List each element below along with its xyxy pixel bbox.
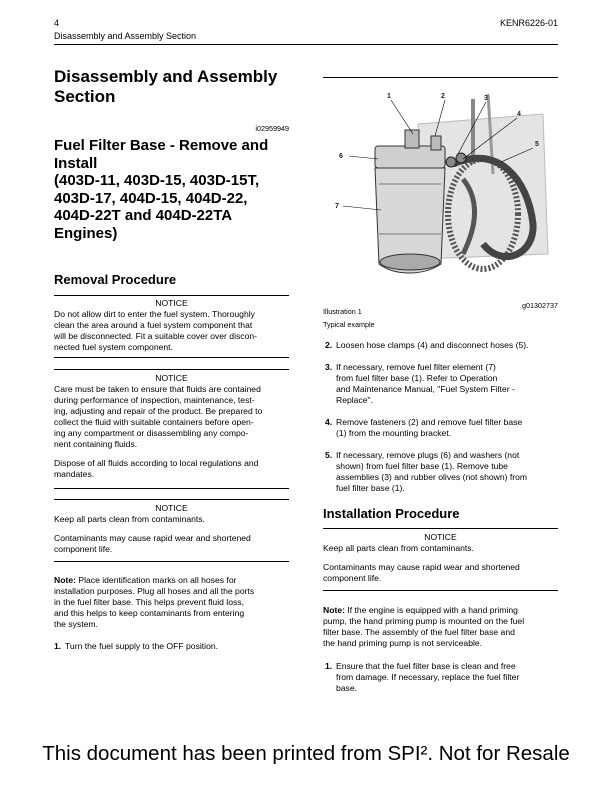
callout-5: 5 bbox=[535, 141, 539, 148]
step-item bbox=[325, 362, 565, 406]
text-line: Keep all parts clean from contaminants. bbox=[54, 514, 205, 524]
text-line: component life. bbox=[54, 544, 113, 554]
text-line: installation purposes. Plug all hoses and all the ports bbox=[54, 586, 255, 596]
text-line: ing any compartment or disassembling any compo- bbox=[54, 428, 249, 438]
callout-1: 1 bbox=[387, 93, 391, 100]
text-line: clean the area around a fuel system component that bbox=[54, 320, 253, 330]
text-line: nected fuel system component. bbox=[54, 342, 173, 352]
notice-text bbox=[323, 543, 563, 584]
topic-ref-id: i02959949 bbox=[255, 124, 289, 133]
notice-title: NOTICE bbox=[155, 373, 188, 383]
topic-title-line: 403D-17, 404D-15, 404D-22, bbox=[54, 189, 248, 207]
text-line: Do not allow dirt to enter the fuel system. Thoroughly bbox=[54, 309, 255, 319]
text-line: the system. bbox=[54, 619, 98, 629]
step-item bbox=[325, 340, 565, 351]
text-line: in the fuel filter base. This helps prevent fluid loss, bbox=[54, 597, 244, 607]
step-item bbox=[325, 450, 565, 494]
step-text: assemblies (3) and rubber olives (not shown) from bbox=[336, 472, 528, 482]
notice-text bbox=[54, 384, 294, 480]
step-text: fuel filter base (1). bbox=[336, 483, 405, 493]
notice-rule bbox=[54, 488, 289, 489]
text-line: ing, adjusting and repair of the product. Be prepared to bbox=[54, 406, 263, 416]
notice-text bbox=[54, 514, 294, 555]
installation-heading: Installation Procedure bbox=[323, 506, 460, 521]
step-number: 4. bbox=[325, 417, 333, 427]
notice-rule bbox=[54, 295, 289, 296]
text-line: Keep all parts clean from contaminants. bbox=[323, 543, 474, 553]
text-line: pump, the hand priming pump is mounted on the fuel bbox=[323, 616, 525, 626]
step-text: from damage. If necessary, replace the fuel filter bbox=[336, 672, 520, 682]
callout-7: 7 bbox=[335, 203, 339, 210]
step-number: 2. bbox=[325, 340, 333, 350]
page-title-line: Disassembly and Assembly bbox=[54, 67, 278, 86]
step-text: Loosen hose clamps (4) and disconnect hoses (5). bbox=[336, 340, 529, 350]
text-line: Dispose of all fluids according to local regulations and bbox=[54, 458, 259, 468]
document-id: KENR6226-01 bbox=[499, 18, 558, 28]
section-header: Disassembly and Assembly Section bbox=[54, 31, 197, 41]
step-number: 1. bbox=[325, 661, 333, 671]
step-text: and Maintenance Manual, "Fuel System Filter - bbox=[336, 384, 515, 394]
text-line: Contaminants may cause rapid wear and shortened bbox=[54, 533, 251, 543]
step-text: shown) from fuel filter base (1). Remove tube bbox=[336, 461, 508, 471]
notice-rule bbox=[323, 590, 558, 591]
step-text: base. bbox=[336, 683, 358, 693]
text-line: If the engine is equipped with a hand priming bbox=[344, 605, 518, 615]
step-text: Remove fasteners (2) and remove fuel filter base bbox=[336, 417, 523, 427]
notice-rule bbox=[323, 528, 558, 529]
topic-title-line: 404D-22T and 404D-22TA bbox=[54, 207, 233, 224]
step-item bbox=[54, 641, 294, 652]
step-item bbox=[325, 417, 565, 439]
notice-title: NOTICE bbox=[155, 298, 188, 308]
page-title bbox=[54, 67, 277, 107]
text-line: component life. bbox=[323, 573, 382, 583]
step-number: 1. bbox=[54, 641, 62, 651]
footer-disclaimer: This document has been printed from SPI². Not for Resale bbox=[42, 742, 570, 765]
callout-4: 4 bbox=[517, 111, 521, 118]
step-text: Replace". bbox=[336, 395, 373, 405]
topic-title-line: Fuel Filter Base - Remove and bbox=[54, 137, 269, 154]
callout-6: 6 bbox=[339, 153, 343, 160]
illustration-subcaption: Typical example bbox=[323, 320, 375, 329]
step-item bbox=[325, 661, 565, 694]
text-line: collect the fluid with suitable containers before open- bbox=[54, 417, 254, 427]
notice-rule bbox=[54, 499, 289, 500]
notice-rule bbox=[54, 357, 289, 358]
step-text: Ensure that the fuel filter base is clean and free bbox=[336, 661, 516, 671]
callout-3: 3 bbox=[484, 95, 488, 102]
notice-title: NOTICE bbox=[155, 503, 188, 513]
topic-title bbox=[54, 137, 268, 242]
text-line: mandates. bbox=[54, 469, 95, 479]
fuel-filter-illustration bbox=[323, 84, 558, 296]
notice-text bbox=[54, 309, 294, 353]
topic-title-line: (403D-11, 403D-15, 403D-15T, bbox=[54, 172, 260, 189]
note-label: Note: bbox=[54, 575, 76, 585]
text-line: the hand priming pump is not serviceable. bbox=[323, 638, 483, 648]
illustration-caption: Illustration 1 bbox=[323, 307, 362, 316]
text-line: will be disconnected. Fit a suitable cover over discon- bbox=[54, 331, 258, 341]
topic-title-line: Engines) bbox=[54, 224, 118, 242]
step-text: from fuel filter base (1). Refer to Operation bbox=[336, 373, 498, 383]
illustration-ref: g01302737 bbox=[522, 301, 558, 310]
header-rule bbox=[54, 44, 558, 45]
text-line: Care must be taken to ensure that fluids are contained bbox=[54, 384, 261, 394]
note-paragraph bbox=[323, 605, 563, 649]
step-number: 3. bbox=[325, 362, 333, 372]
removal-heading: Removal Procedure bbox=[54, 272, 177, 287]
text-line: during performance of inspection, maintenance, test- bbox=[54, 395, 255, 405]
text-line: and this helps to keep contaminants from entering bbox=[54, 608, 245, 618]
step-text: Turn the fuel supply to the OFF position. bbox=[65, 641, 219, 651]
text-line: Contaminants may cause rapid wear and shortened bbox=[323, 562, 520, 572]
page-number: 4 bbox=[54, 18, 60, 28]
step-text: If necessary, remove plugs (6) and washers (not bbox=[336, 450, 520, 460]
topic-title-line: Install bbox=[54, 154, 98, 172]
notice-rule bbox=[54, 561, 289, 562]
notice-title: NOTICE bbox=[424, 532, 457, 542]
note-label: Note: bbox=[323, 605, 345, 615]
note-paragraph bbox=[54, 575, 294, 630]
illustration-top-rule bbox=[323, 77, 558, 78]
text-line: Place identification marks on all hoses for bbox=[75, 575, 237, 585]
text-line: filter base. The assembly of the fuel filter base and bbox=[323, 627, 515, 637]
step-text: (1) from the mounting bracket. bbox=[336, 428, 452, 438]
notice-rule bbox=[54, 369, 289, 370]
page-title-line: Section bbox=[54, 87, 116, 106]
step-text: If necessary, remove fuel filter element (7) bbox=[336, 362, 496, 372]
callout-2: 2 bbox=[441, 93, 445, 100]
step-number: 5. bbox=[325, 450, 333, 460]
text-line: nent containing fluids. bbox=[54, 439, 138, 449]
